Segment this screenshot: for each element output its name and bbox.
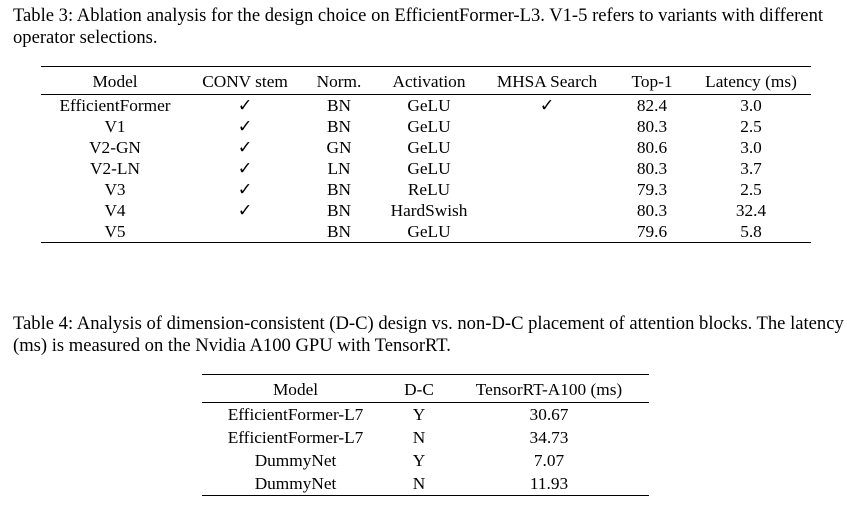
checkmark-cell: ✓ <box>237 180 253 199</box>
table-row <box>41 116 811 137</box>
table3-ablation <box>41 66 811 243</box>
table-row <box>202 472 649 496</box>
table3-header-cell: CONV stem <box>189 67 301 95</box>
table4-header-cell: D-C <box>389 375 449 403</box>
checkmark-cell: ✓ <box>237 138 253 157</box>
table-cell: 2.5 <box>740 180 762 199</box>
table-cell: Y <box>412 405 426 424</box>
table-cell: V3 <box>104 180 126 199</box>
table-cell: 82.4 <box>636 96 668 115</box>
table-cell: EfficientFormer-L7 <box>227 428 364 447</box>
table-cell: 80.3 <box>636 201 668 220</box>
checkmark-cell: ✓ <box>237 117 253 136</box>
table-cell: 30.67 <box>529 405 569 424</box>
table-cell: GeLU <box>407 96 451 115</box>
table-cell: V1 <box>104 117 126 136</box>
table-cell: V2-GN <box>89 138 141 157</box>
table-cell: GeLU <box>407 222 451 241</box>
table-cell: BN <box>326 117 351 136</box>
table-cell: 7.07 <box>533 451 565 470</box>
table-cell: GeLU <box>407 159 451 178</box>
table-cell: 3.0 <box>740 96 762 115</box>
table-cell: EfficientFormer <box>59 96 171 115</box>
table-cell: 3.7 <box>740 159 762 178</box>
table-cell: Y <box>412 451 426 470</box>
table-row <box>41 179 811 200</box>
table-row <box>41 95 811 117</box>
table-cell: DummyNet <box>254 474 337 493</box>
checkmark-cell: ✓ <box>237 159 253 178</box>
table-cell: LN <box>327 159 351 178</box>
table-cell: GeLU <box>407 138 451 157</box>
table-row <box>41 137 811 158</box>
checkmark-cell: ✓ <box>237 201 253 220</box>
table-row <box>202 403 649 427</box>
table-cell: V5 <box>104 222 126 241</box>
table-cell: V2-LN <box>90 159 140 178</box>
table3-header-cell: MHSA Search <box>481 67 613 95</box>
table-cell: HardSwish <box>390 201 468 220</box>
checkmark-cell: ✓ <box>539 96 555 115</box>
table-cell: GN <box>326 138 352 157</box>
table4-header-cell: TensorRT-A100 (ms) <box>449 375 649 403</box>
table4-header-cell: Model <box>202 375 389 403</box>
table-cell: 80.6 <box>636 138 668 157</box>
table-cell: BN <box>326 96 351 115</box>
checkmark-cell <box>481 200 613 221</box>
table-cell: V4 <box>104 201 126 220</box>
table3-header-cell: Latency (ms) <box>691 67 811 95</box>
table-cell: 80.3 <box>636 117 668 136</box>
table-cell: N <box>412 428 426 447</box>
table3-header-cell: Activation <box>377 67 481 95</box>
table-row <box>202 449 649 472</box>
checkmark-cell <box>481 221 613 243</box>
table3-caption: Table 3: Ablation analysis for the design choice on EfficientFormer-L3. V1-5 refers to variants with different operator selections. <box>13 5 824 48</box>
checkmark-cell <box>481 137 613 158</box>
table3-header-cell: Norm. <box>301 67 377 95</box>
table-cell: EfficientFormer-L7 <box>227 405 364 424</box>
table-cell: BN <box>326 222 351 241</box>
checkmark-cell <box>481 179 613 200</box>
table3-header-cell: Model <box>41 67 189 95</box>
table-row <box>41 200 811 221</box>
table4-header-row <box>202 375 649 403</box>
table-cell: 3.0 <box>740 138 762 157</box>
table4-dc-analysis <box>202 374 649 496</box>
table-cell: 79.3 <box>636 180 668 199</box>
checkmark-cell <box>481 158 613 179</box>
table3-header-cell: Top-1 <box>613 67 691 95</box>
table-cell: N <box>412 474 426 493</box>
checkmark-cell <box>481 116 613 137</box>
checkmark-cell <box>189 221 301 243</box>
table-cell: 34.73 <box>529 428 569 447</box>
table-cell: 2.5 <box>740 117 762 136</box>
table-row <box>202 426 649 449</box>
table-cell: 32.4 <box>735 201 767 220</box>
table-cell: 5.8 <box>740 222 762 241</box>
table-cell: GeLU <box>407 117 451 136</box>
table-row <box>41 158 811 179</box>
checkmark-cell: ✓ <box>237 96 253 115</box>
table-cell: 11.93 <box>529 474 569 493</box>
table-cell: 80.3 <box>636 159 668 178</box>
table-cell: 79.6 <box>636 222 668 241</box>
table-cell: BN <box>326 180 351 199</box>
table4-caption: Table 4: Analysis of dimension-consistent (D-C) design vs. non-D-C placement of attention blocks. The latency (ms) is measured on the Nvidia A100 GPU with TensorRT. <box>13 313 844 356</box>
table-cell: BN <box>326 201 351 220</box>
table-cell: DummyNet <box>254 451 337 470</box>
table-cell: ReLU <box>407 180 451 199</box>
table3-header-row <box>41 67 811 95</box>
table-row <box>41 221 811 243</box>
